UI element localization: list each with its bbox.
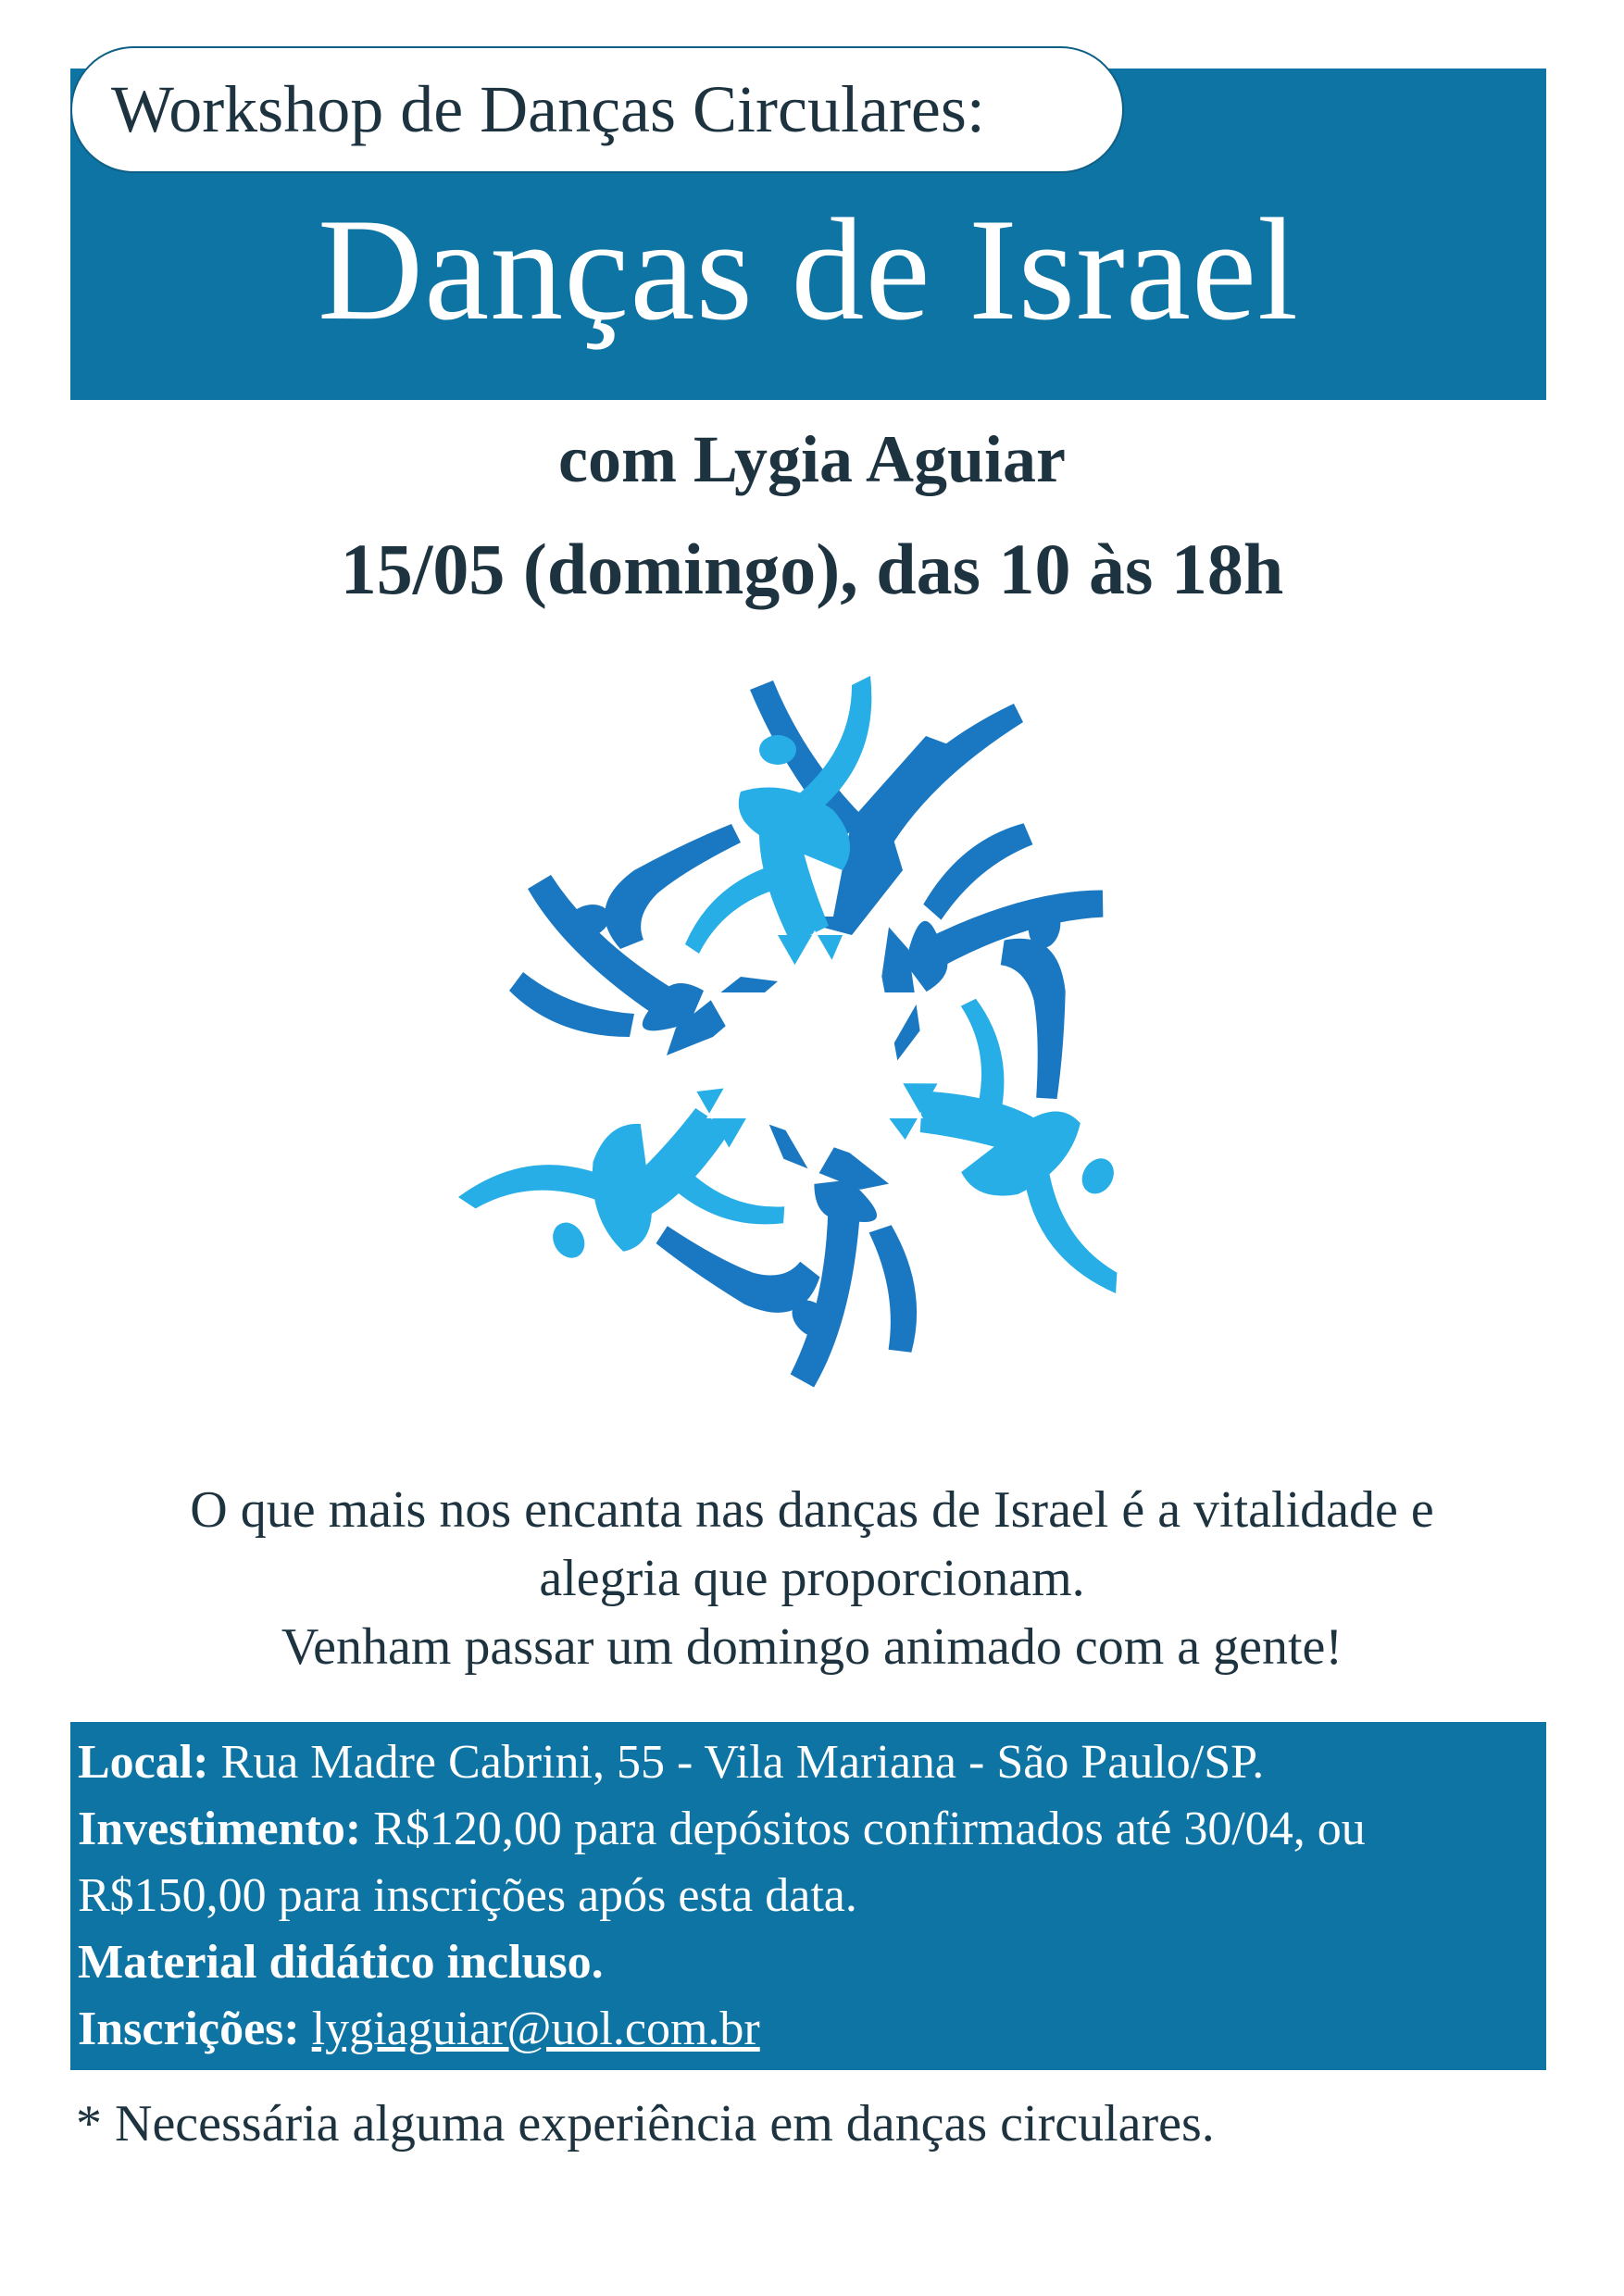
registration-label: Inscrições:: [78, 2003, 300, 2055]
info-local: [78, 1729, 1537, 1796]
instructor-line: com Lygia Aguiar: [557, 422, 1066, 496]
info-investment: [78, 1796, 1537, 1863]
footnote: * Necessária alguma experiência em danças circulares.: [76, 2095, 1215, 2152]
workshop-subtitle: [70, 46, 1124, 173]
info-registration: [78, 1996, 1537, 2063]
investment-value: R$120,00 para depósitos confirmados até 30/04, ou: [373, 1803, 1366, 1855]
investment-label: Investimento:: [78, 1803, 362, 1855]
event-date: 15/05 (domingo), das 10 às 18h: [340, 529, 1284, 609]
info-investment-continued: R$150,00 para inscrições após esta data.: [78, 1869, 857, 1922]
registration-email-link[interactable]: lygiaguiar@uol.com.br: [311, 2003, 760, 2055]
intro-text: [0, 1477, 1624, 1682]
intro-line-1: O que mais nos encanta nas danças de Israel é a vitalidade e: [190, 1481, 1434, 1539]
info-material: Material didático incluso.: [78, 1936, 604, 1989]
local-label: Local:: [78, 1736, 209, 1789]
info-box: [70, 1722, 1546, 2070]
dancers-star-of-david-icon: [407, 648, 1222, 1463]
intro-line-3: Venham passar um domingo animado com a gente!: [281, 1617, 1343, 1676]
local-value: Rua Madre Cabrini, 55 - Vila Mariana - São Paulo/SP.: [220, 1736, 1265, 1789]
workshop-subtitle-text: Workshop de Danças Circulares:: [111, 72, 985, 146]
intro-line-2: alegria que proporcionam.: [539, 1549, 1085, 1607]
page-title: Danças de Israel: [318, 189, 1299, 351]
